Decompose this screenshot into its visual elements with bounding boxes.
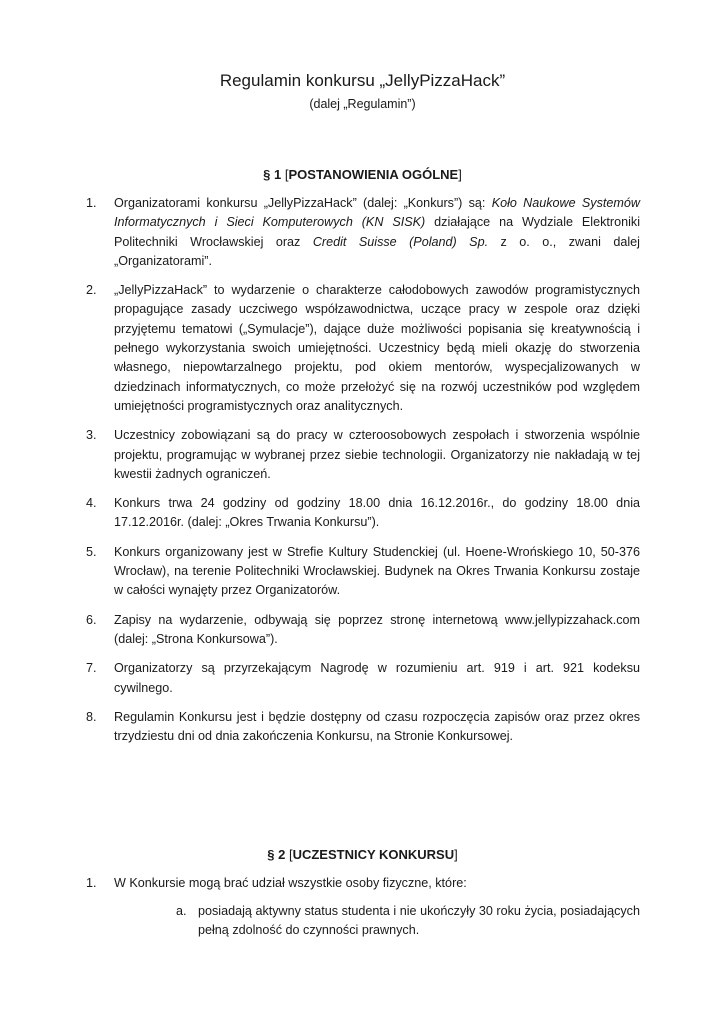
list-item-text: Regulamin Konkursu jest i będzie dostępny od czasu rozpoczęcia zapisów oraz przez okres trzydziestu dni od dnia zakończenia Konkursu, na Stronie Konkursowej.	[114, 709, 640, 744]
list-item-text: Konkurs trwa 24 godziny od godziny 18.00 dnia 16.12.2016r., do godziny 18.00 dnia 17.12.2016r. (dalej: „Okres Trwania Konkursu”).	[114, 496, 640, 530]
list-item	[86, 874, 640, 893]
section-2-heading	[0, 846, 725, 864]
list-item-number: 5.	[86, 544, 97, 559]
list-item	[86, 426, 640, 484]
section-2-number: § 2	[267, 847, 286, 862]
list-item-text: Zapisy na wydarzenie, odbywają się poprzez stronę internetową www.jellypizzahack.com (dalej: „Strona Konkursowa”).	[114, 612, 640, 646]
list-item-text: Konkurs organizowany jest w Strefie Kultury Studenckiej (ul. Hoene-Wrońskiego 10, 50-376 Wrocław), na terenie Politechniki Wrocławskiej. Budynek na Okres Trwania Konkursu zostaje w całości wynajęty przez Organizatorów.	[114, 544, 640, 598]
list-item-text: „JellyPizzaHack” to wydarzenie o charakterze całodobowych zawodów programistycznych propagujące zasady uczciwego współzawodnictwa, uczące pracy w zespole oraz dzięki przyjętemu tematowi („Symulacje”), dające duże możliwości popisania się kreatywnością i pełnego wykorzystania swoich umiejętności. Uczestnicy będą mieli okazję do stworzenia własnego, niepowtarzalnego projektu, pod okiem mentorów, wyspecjalizowanych w dziedzinach informatycznych, co może przełożyć się na rozwój uczestników pod względem umiejętności programistycznych oraz analitycznych.	[114, 283, 640, 413]
list-item	[86, 494, 640, 533]
list-item-text: Organizatorzy są przyrzekającym Nagrodę w rozumieniu art. 919 i art. 921 kodeksu cywilnego.	[114, 661, 640, 695]
section-1-heading	[0, 166, 725, 184]
section-1-name: POSTANOWIENIA OGÓLNE	[288, 167, 459, 182]
list-item-text: Uczestnicy zobowiązani są do pracy w czteroosobowych zespołach i stworzenia wspólnie projektu, programując w wybranej przez siebie technologii. Organizatorzy nie nakładają w tej kwestii żadnych ograniczeń.	[114, 428, 640, 481]
sublist-item-text: posiadają aktywny status studenta i nie ukończyły 30 roku życia, posiadających pełną zdolność do czynności prawnych.	[198, 904, 640, 938]
document-subtitle: (dalej „Regulamin”)	[309, 97, 416, 111]
list-item-text: W Konkursie mogą brać udział wszystkie osoby fizyczne, które:	[114, 876, 467, 890]
list-item-number: 1.	[86, 196, 97, 210]
list-item	[86, 708, 640, 747]
section-2-bracket-open: [	[288, 847, 293, 862]
list-item	[86, 281, 640, 416]
text-run: działające na Wydziale Elektroniki Politechniki Wrocławskiej oraz	[114, 215, 640, 249]
list-item-number: 7.	[86, 661, 97, 676]
list-item	[86, 659, 640, 698]
sublist-item-letter: a.	[176, 904, 187, 918]
list-item-number: 1.	[86, 876, 97, 890]
list-item	[86, 611, 640, 650]
text-run-italic: Credit Suisse (Poland) Sp.	[312, 234, 489, 249]
list-item-text	[114, 194, 640, 271]
list-item	[86, 194, 640, 271]
list-item-number: 4.	[86, 496, 97, 511]
section-2-name: UCZESTNICY KONKURSU	[292, 847, 455, 862]
list-item-number: 8.	[86, 709, 97, 724]
section-1-number: § 1	[263, 167, 282, 182]
list-item-number: 3.	[86, 428, 97, 443]
text-run: z o. o., zwani dalej „Organizatorami”.	[114, 234, 640, 268]
section-2-bracket-close: ]	[454, 847, 458, 862]
section-1-list	[86, 194, 640, 756]
text-run: Organizatorami konkursu „JellyPizzaHack” (dalej: „Konkurs”) są:	[114, 196, 492, 210]
section-1-bracket-open: [	[284, 167, 289, 182]
section-1-bracket-close: ]	[458, 167, 462, 182]
section-2-list	[86, 874, 640, 903]
text-run-italic: Koło Naukowe Systemów Informatycznych i Sieci Komputerowych (KN SISK)	[114, 196, 640, 230]
section-2-sublist	[176, 902, 640, 941]
document-title: Regulamin konkursu „JellyPizzaHack”	[219, 71, 506, 90]
list-item-number: 2.	[86, 283, 97, 298]
list-item	[86, 543, 640, 601]
list-item-number: 6.	[86, 612, 97, 627]
sublist-item	[176, 902, 640, 941]
